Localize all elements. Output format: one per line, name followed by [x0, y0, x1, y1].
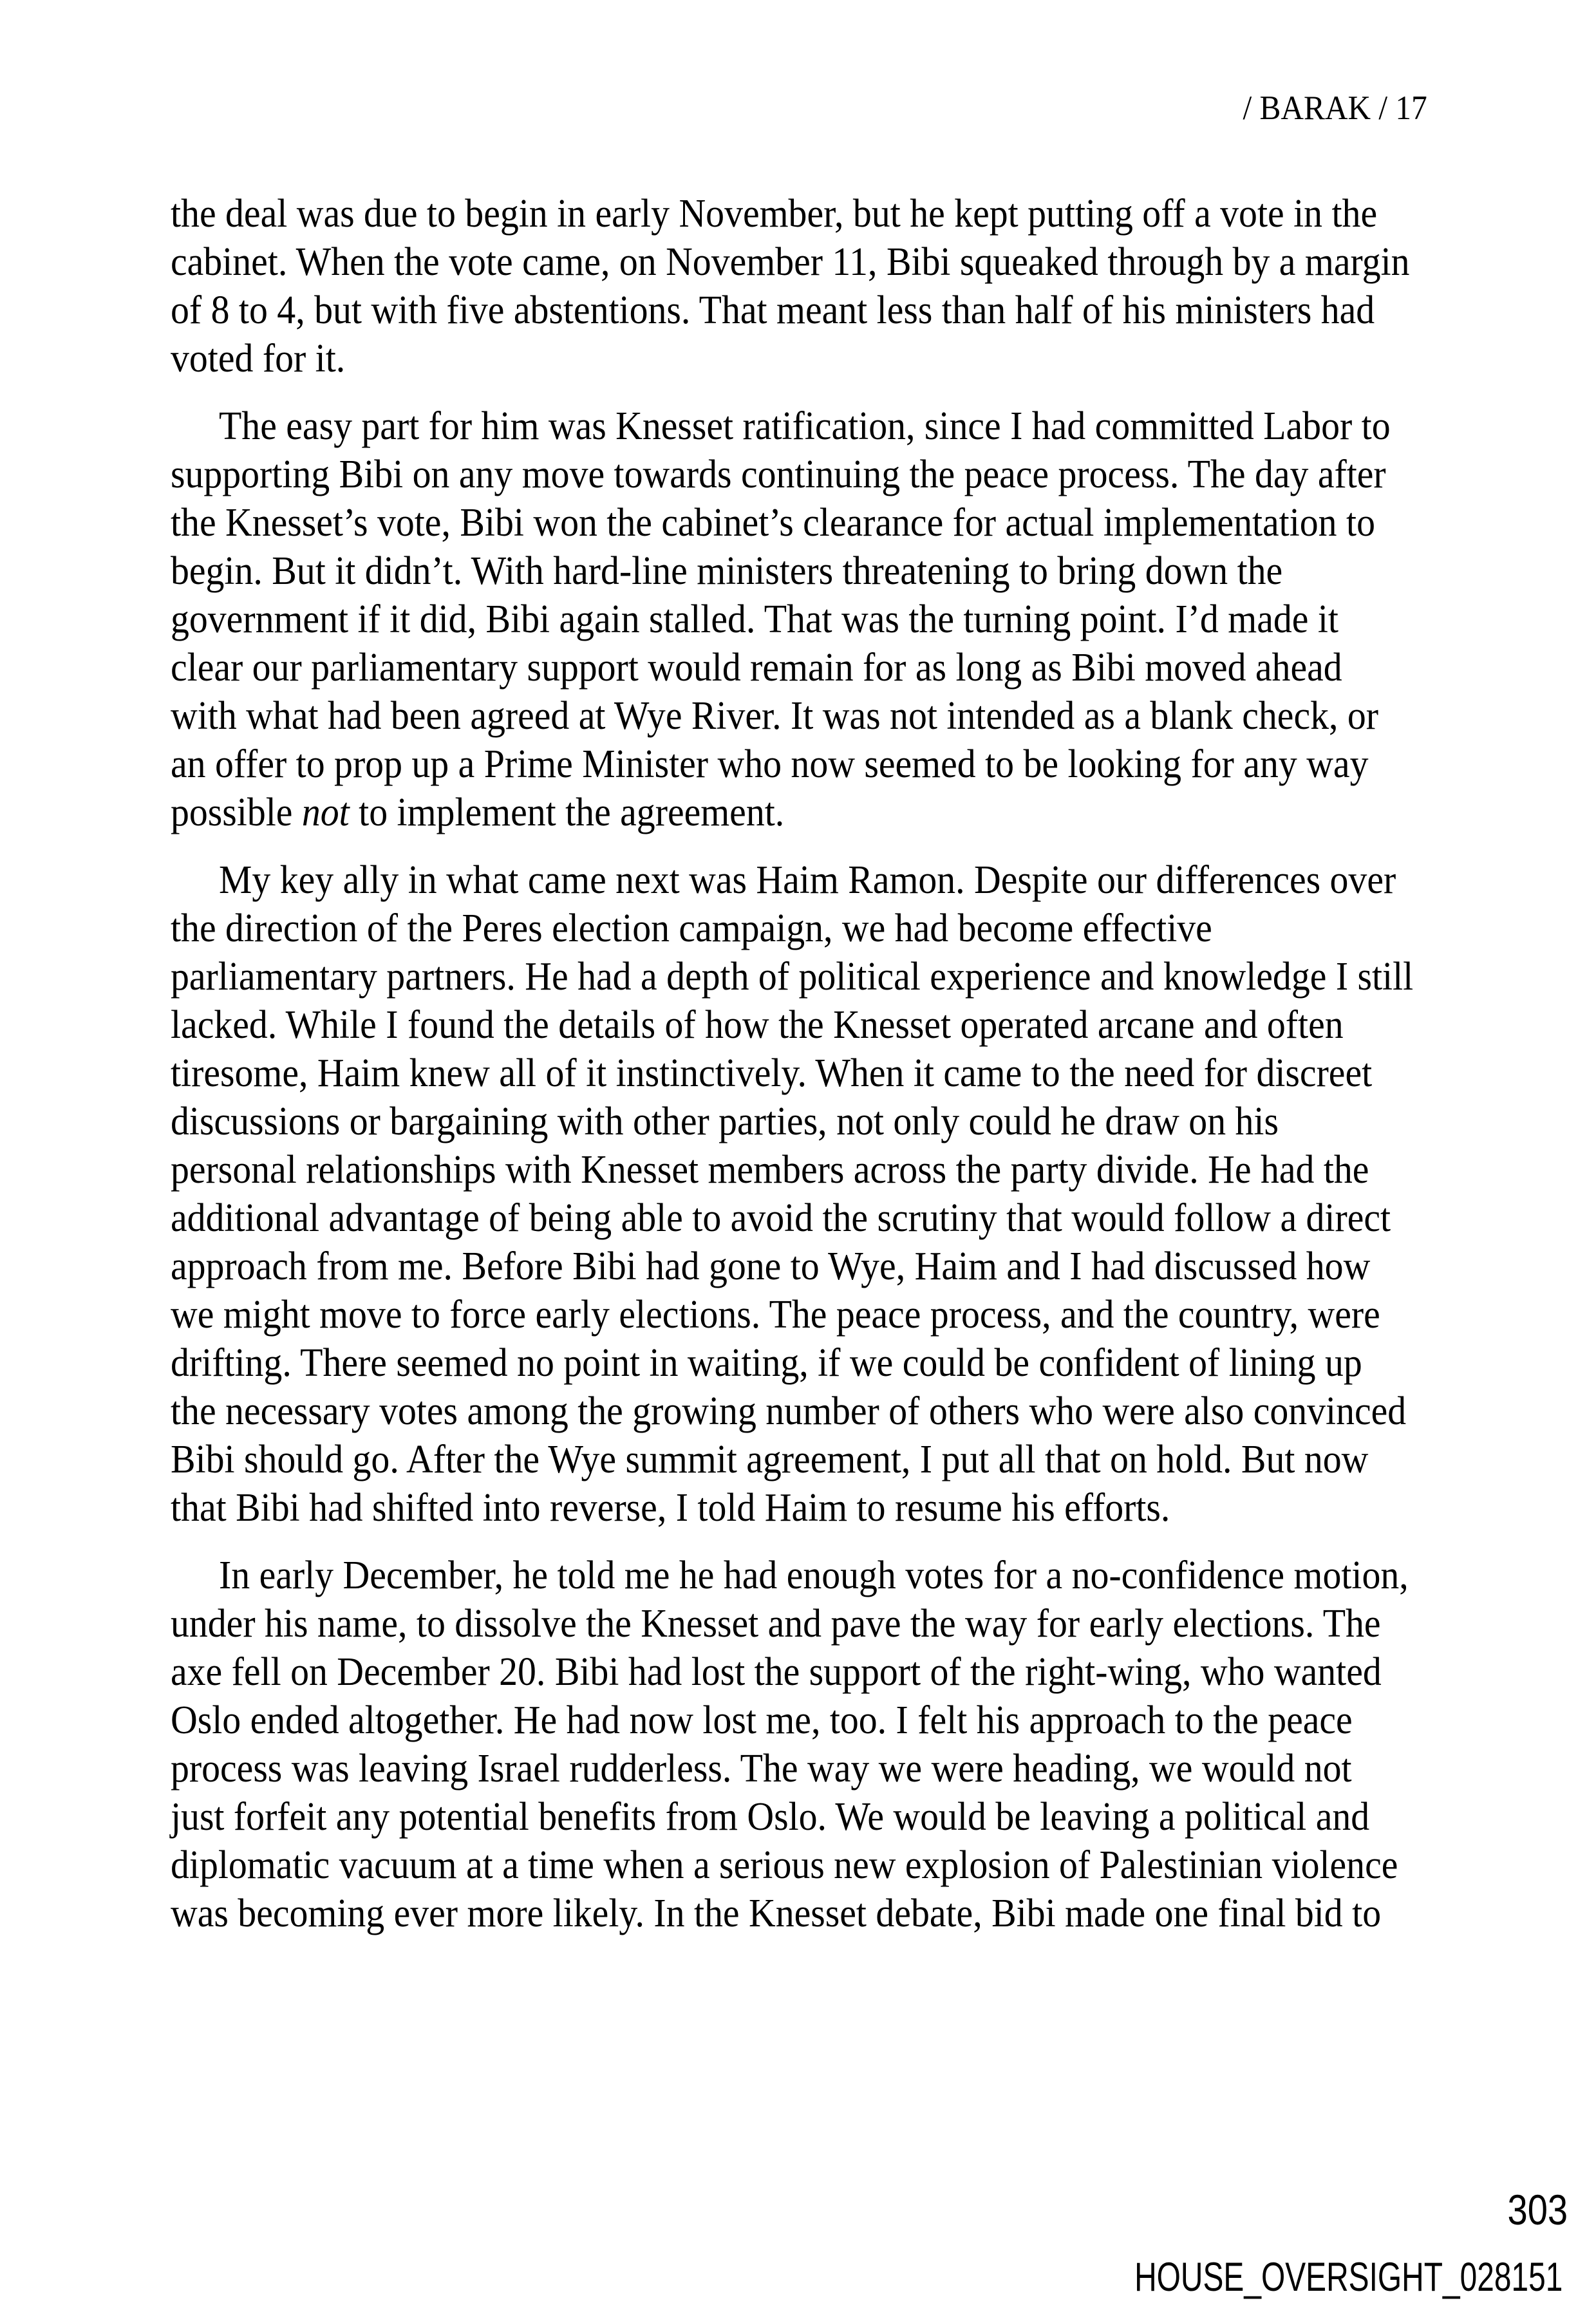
page-number: 303	[1507, 2186, 1568, 2233]
text-line: under his name, to dissolve the Knesset and pave the way for early elections. The	[171, 1602, 1381, 1646]
text-line: tiresome, Haim knew all of it instinctively. When it came to the need for discreet	[171, 1051, 1373, 1095]
text-line: government if it did, Bibi again stalled. That was the turning point. I’d made it	[171, 597, 1338, 641]
text-line: drifting. There seemed no point in waiting, if we could be confident of lining up	[171, 1341, 1362, 1385]
text-line: In early December, he told me he had enough votes for a no-confidence motion,	[219, 1554, 1409, 1597]
running-header: / BARAK / 17	[1243, 89, 1427, 127]
text-segment: possible	[171, 791, 302, 834]
text-line: approach from me. Before Bibi had gone to Wye, Haim and I had discussed how	[171, 1245, 1371, 1288]
text-line: discussions or bargaining with other parties, not only could he draw on his	[171, 1100, 1279, 1143]
paragraph	[171, 856, 1458, 1532]
text-line: supporting Bibi on any move towards continuing the peace process. The day after	[171, 453, 1386, 496]
text-line: the direction of the Peres election campaign, we had become effective	[171, 907, 1212, 950]
text-line: that Bibi had shifted into reverse, I told Haim to resume his efforts.	[171, 1486, 1170, 1530]
text-line: clear our parliamentary support would remain for as long as Bibi moved ahead	[171, 646, 1342, 690]
text-line: My key ally in what came next was Haim Ramon. Despite our differences over	[219, 858, 1396, 902]
text-line: process was leaving Israel rudderless. The way we were heading, we would not	[171, 1747, 1352, 1791]
text-line: additional advantage of being able to avoid the scrutiny that would follow a direct	[171, 1196, 1391, 1240]
text-line: voted for it.	[171, 337, 346, 381]
italic-text: not	[301, 791, 350, 834]
paragraph	[171, 1552, 1458, 1938]
text-line: the deal was due to begin in early November, but he kept putting off a vote in the	[171, 192, 1378, 236]
text-line: diplomatic vacuum at a time when a serious new explosion of Palestinian violence	[171, 1843, 1398, 1887]
text-line	[171, 789, 1371, 837]
text-line: was becoming ever more likely. In the Knesset debate, Bibi made one final bid to	[171, 1892, 1382, 1935]
text-line: cabinet. When the vote came, on November 11, Bibi squeaked through by a margin	[171, 240, 1410, 284]
bates-stamp: HOUSE_OVERSIGHT_028151	[1134, 2255, 1563, 2300]
text-line: axe fell on December 20. Bibi had lost the support of the right-wing, who wanted	[171, 1650, 1382, 1694]
text-block	[171, 190, 1458, 1957]
text-line: The easy part for him was Knesset ratification, since I had committed Labor to	[219, 404, 1391, 448]
text-line: just forfeit any potential benefits from Oslo. We would be leaving a political and	[171, 1795, 1370, 1839]
text-line: the necessary votes among the growing number of others who were also convinced	[171, 1389, 1407, 1433]
text-line: the Knesset’s vote, Bibi won the cabinet’s clearance for actual implementation to	[171, 501, 1375, 545]
text-line: begin. But it didn’t. With hard-line ministers threatening to bring down the	[171, 549, 1283, 593]
text-line: we might move to force early elections. The peace process, and the country, were	[171, 1293, 1380, 1337]
text-line: an offer to prop up a Prime Minister who now seemed to be looking for any way	[171, 742, 1369, 786]
text-line: parliamentary partners. He had a depth of political experience and knowledge I still	[171, 955, 1414, 999]
text-line: lacked. While I found the details of how the Knesset operated arcane and often	[171, 1003, 1344, 1047]
text-line: Oslo ended altogether. He had now lost me, too. I felt his approach to the peace	[171, 1698, 1353, 1742]
text-line: Bibi should go. After the Wye summit agreement, I put all that on hold. But now	[171, 1438, 1369, 1481]
paragraph	[171, 402, 1458, 837]
text-line: personal relationships with Knesset members across the party divide. He had the	[171, 1148, 1369, 1192]
text-line: of 8 to 4, but with five abstentions. That meant less than half of his ministers had	[171, 288, 1375, 332]
text-segment: to implement the agreement.	[349, 791, 785, 834]
text-line: with what had been agreed at Wye River. It was not intended as a blank check, or	[171, 694, 1379, 738]
paragraph	[171, 190, 1458, 383]
